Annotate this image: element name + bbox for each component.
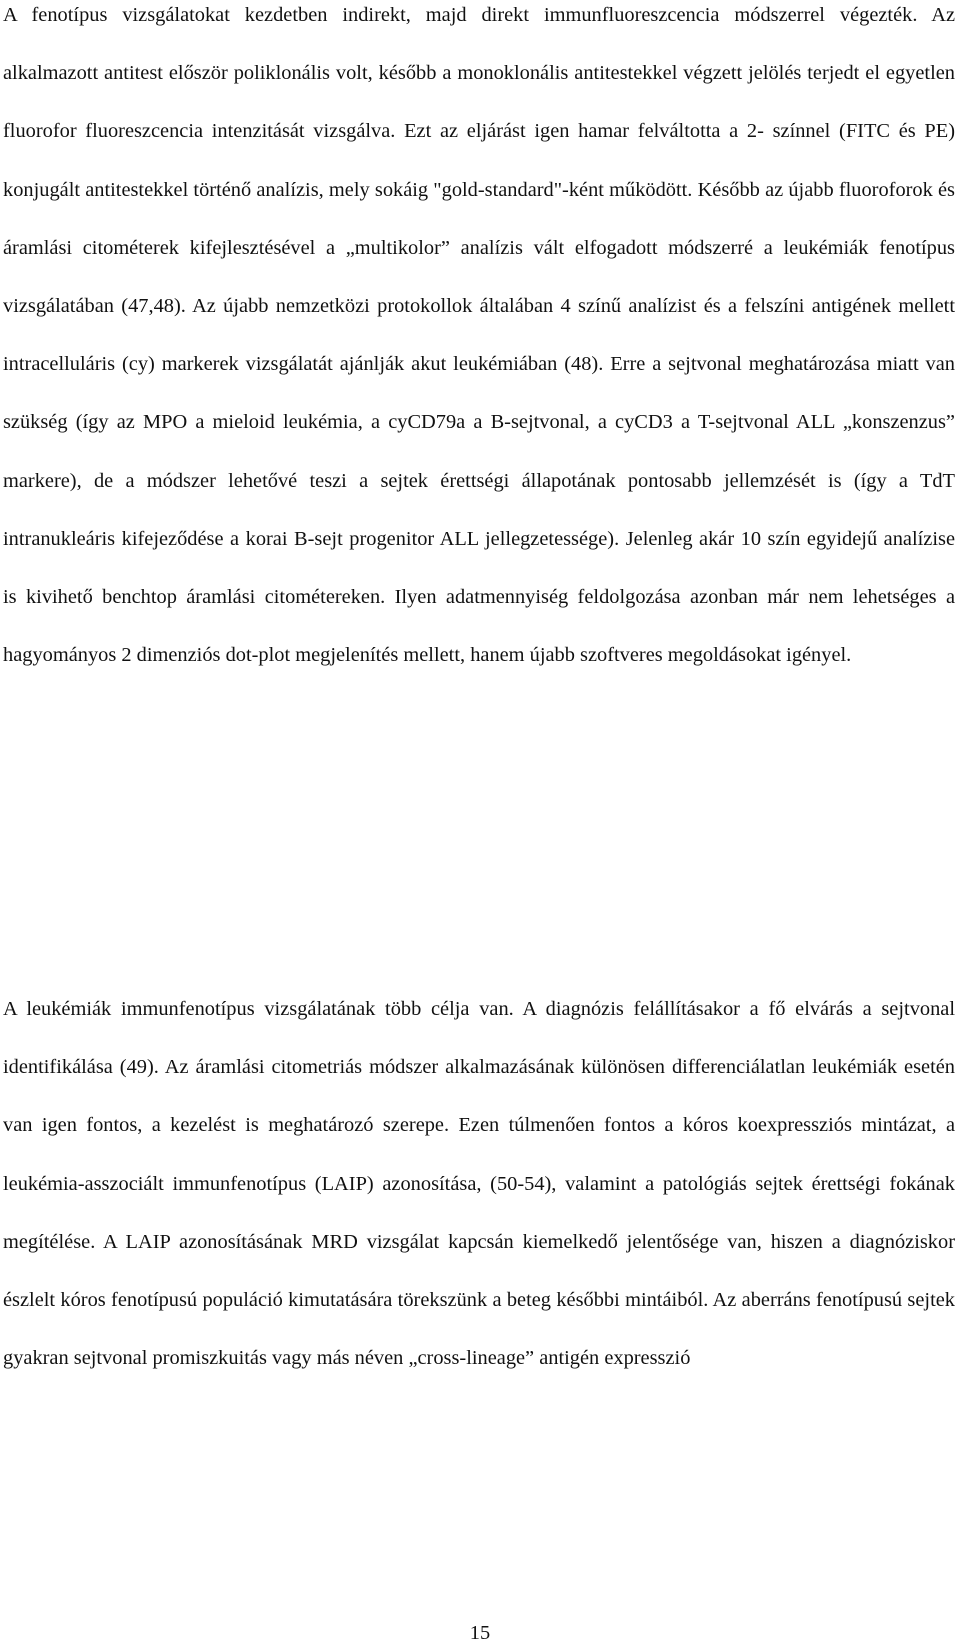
paragraph-immunophenotyping-history: A fenotípus vizsgálatokat kezdetben indirekt, majd direkt immunfluoreszcencia módszerrel végezték. Az alkalmazott antitest először poliklonális volt, később a monoklonális antitestekkel végzett jelölés terjedt el egyetlen fluorofor fluoreszcencia intenzitását vizsgálva. Ezt az eljárást igen hamar felváltotta a 2- színnel (FITC és PE) konjugált antitestekkel történő analízis, mely sokáig "gold-standard"-ként működött. Később az újabb fluoroforok és áramlási citométerek kifejlesztésével a „multikolor” analízis vált elfogadott módszerré a leukémiák fenotípus vizsgálatában (47,48). Az újabb nemzetközi protokollok általában 4 színű analízist és a felszíni antigének mellett intracelluláris (cy) markerek vizsgálatát ajánlják akut leukémiában (48). Erre a sejtvonal meghatározása miatt van szükség (így az MPO a mieloid leukémia, a cyCD79a a B-sejtvonal, a cyCD3 a T-sejtvonal ALL „konszenzus” markere), de a módszer lehetővé teszi a sejtek érettségi állapotának pontosabb jellemzését is (így a TdT intranukleáris kifejeződése a korai B-sejt progenitor ALL jellegzetessége). Jelenleg akár 10 szín egyidejű analízise is kivihető benchtop áramlási citométereken. Ilyen adatmennyiség feldolgozása azonban már nem lehetséges a hagyományos 2 dimenziós dot-plot megjelenítés mellett, hanem újabb szoftveres megoldásokat igényel. xyxy=(3,4,955,667)
page-number: 15 xyxy=(469,1622,491,1644)
paragraph-leukemia-immunophenotype-goals: A leukémiák immunfenotípus vizsgálatának több célja van. A diagnózis felállításakor a fő elvárás a sejtvonal identifikálása (49). Az áramlási citometriás módszer alkalmazásának különösen differenciálatlan leukémiák esetén van igen fontos, a kezelést is meghatározó szerepe. Ezen túlmenően fontos a kóros koexpressziós mintázat, a leukémia-asszociált immunfenotípus (LAIP) azonosítása, (50-54), valamint a patológiás sejtek érettségi fokának megítélése. A LAIP azonosításának MRD vizsgálat kapcsán kiemelkedő jelentősége van, hiszen a diagnóziskor észlelt kóros fenotípusú populáció kimutatására törekszünk a beteg későbbi mintáiból. Az aberráns fenotípusú sejtek gyakran sejtvonal promiszkuitás vagy más néven „cross-lineage” antigén expresszió xyxy=(3,998,955,1370)
